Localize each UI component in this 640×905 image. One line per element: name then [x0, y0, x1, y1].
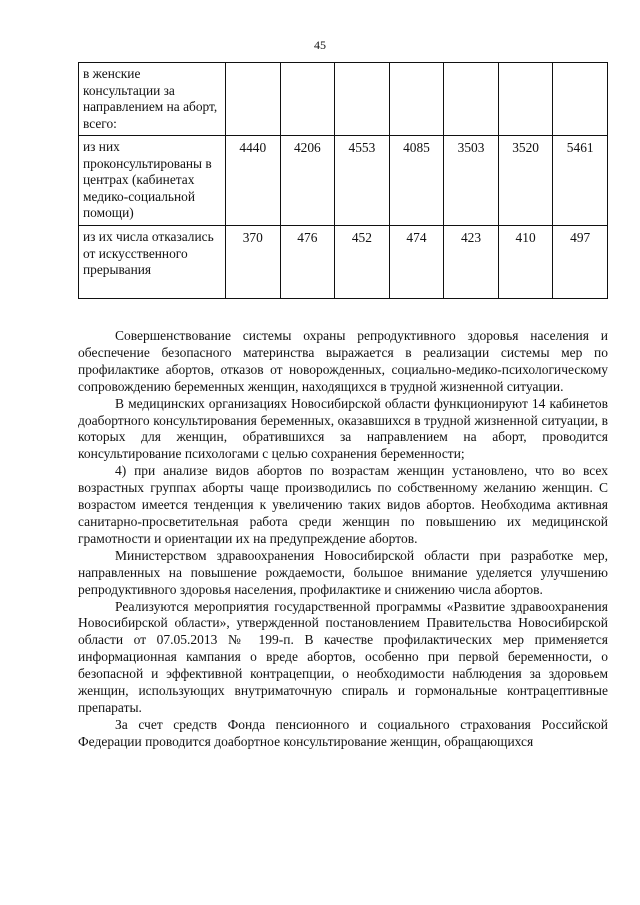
- table-cell: [444, 63, 499, 136]
- table-row: [79, 226, 608, 299]
- table-cell: 5461: [553, 136, 608, 226]
- table-cell: 410: [498, 226, 553, 299]
- table-cell: [498, 63, 553, 136]
- statistics-table: [78, 62, 608, 299]
- table-cell: 4206: [280, 136, 335, 226]
- table-cell: [335, 63, 390, 136]
- table-cell: 452: [335, 226, 390, 299]
- table-cell: 4553: [335, 136, 390, 226]
- table-cell: [226, 63, 281, 136]
- table-cell: [553, 63, 608, 136]
- paragraph: 4) при анализе видов абортов по возрастам женщин установлено, что во всех возрастных группах аборты чаще производились по собственному желанию женщин. С возрастом имеется тенденция к увеличению таких видов абортов. Необходима активная санитарно-просветительная работа среди женщин по повышению их медицинской грамотности и ориентации их на предупреждение абортов.: [78, 463, 608, 546]
- body-text: [78, 328, 608, 751]
- table-cell: 4440: [226, 136, 281, 226]
- table-row: [79, 136, 608, 226]
- table-cell: 423: [444, 226, 499, 299]
- table-cell: 3520: [498, 136, 553, 226]
- table-cell: [280, 63, 335, 136]
- row-label: в женские консультации за направлением на аборт, всего:: [79, 63, 226, 136]
- paragraph: За счет средств Фонда пенсионного и социального страхования Российской Федерации проводится доабортное консультирование женщин, обращающихся: [78, 716, 608, 749]
- table-row: [79, 63, 608, 136]
- table-cell: 476: [280, 226, 335, 299]
- paragraph: Реализуются мероприятия государственной программы «Развитие здравоохранения Новосибирской области», утвержденной постановлением Правительства Новосибирской области от 07.05.2013 № 199-п. В качестве профилактических мер применяется информационная кампания о вреде абортов, особенно при первой беременности, о безопасной и эффективной контрацепции, о необходимости наблюдения за здоровьем женщин, использующих внутриматочную спираль и гормональные контрацептивные препараты.: [78, 598, 608, 715]
- row-label: из их числа отказались от искусственного прерывания: [79, 226, 226, 299]
- page-number: 45: [314, 38, 326, 52]
- table-cell: 3503: [444, 136, 499, 226]
- table-cell: 4085: [389, 136, 444, 226]
- row-label: из них проконсультированы в центрах (кабинетах медико-социальной помощи): [79, 136, 226, 226]
- table-cell: 370: [226, 226, 281, 299]
- table-cell: [389, 63, 444, 136]
- table-cell: 474: [389, 226, 444, 299]
- paragraph: Совершенствование системы охраны репродуктивного здоровья населения и обеспечение безопасного материнства выражается в реализации системы мер по профилактике абортов, отказов от новорожденных, социально-медико-психологическому сопровождению беременных женщин, находящихся в трудной жизненной ситуации.: [78, 328, 608, 394]
- table-cell: 497: [553, 226, 608, 299]
- paragraph: Министерством здравоохранения Новосибирской области при разработке мер, направленных на повышение рождаемости, большое внимание уделяется улучшению репродуктивного здоровья населения, профилактике и снижению числа абортов.: [78, 547, 608, 597]
- paragraph: В медицинских организациях Новосибирской области функционируют 14 кабинетов доабортного консультирования беременных, оказавшихся в трудной жизненной ситуации, в которых для женщин, обратившихся за направлением на аборт, проводится консультирование психологами с целью сохранения беременности;: [78, 395, 608, 462]
